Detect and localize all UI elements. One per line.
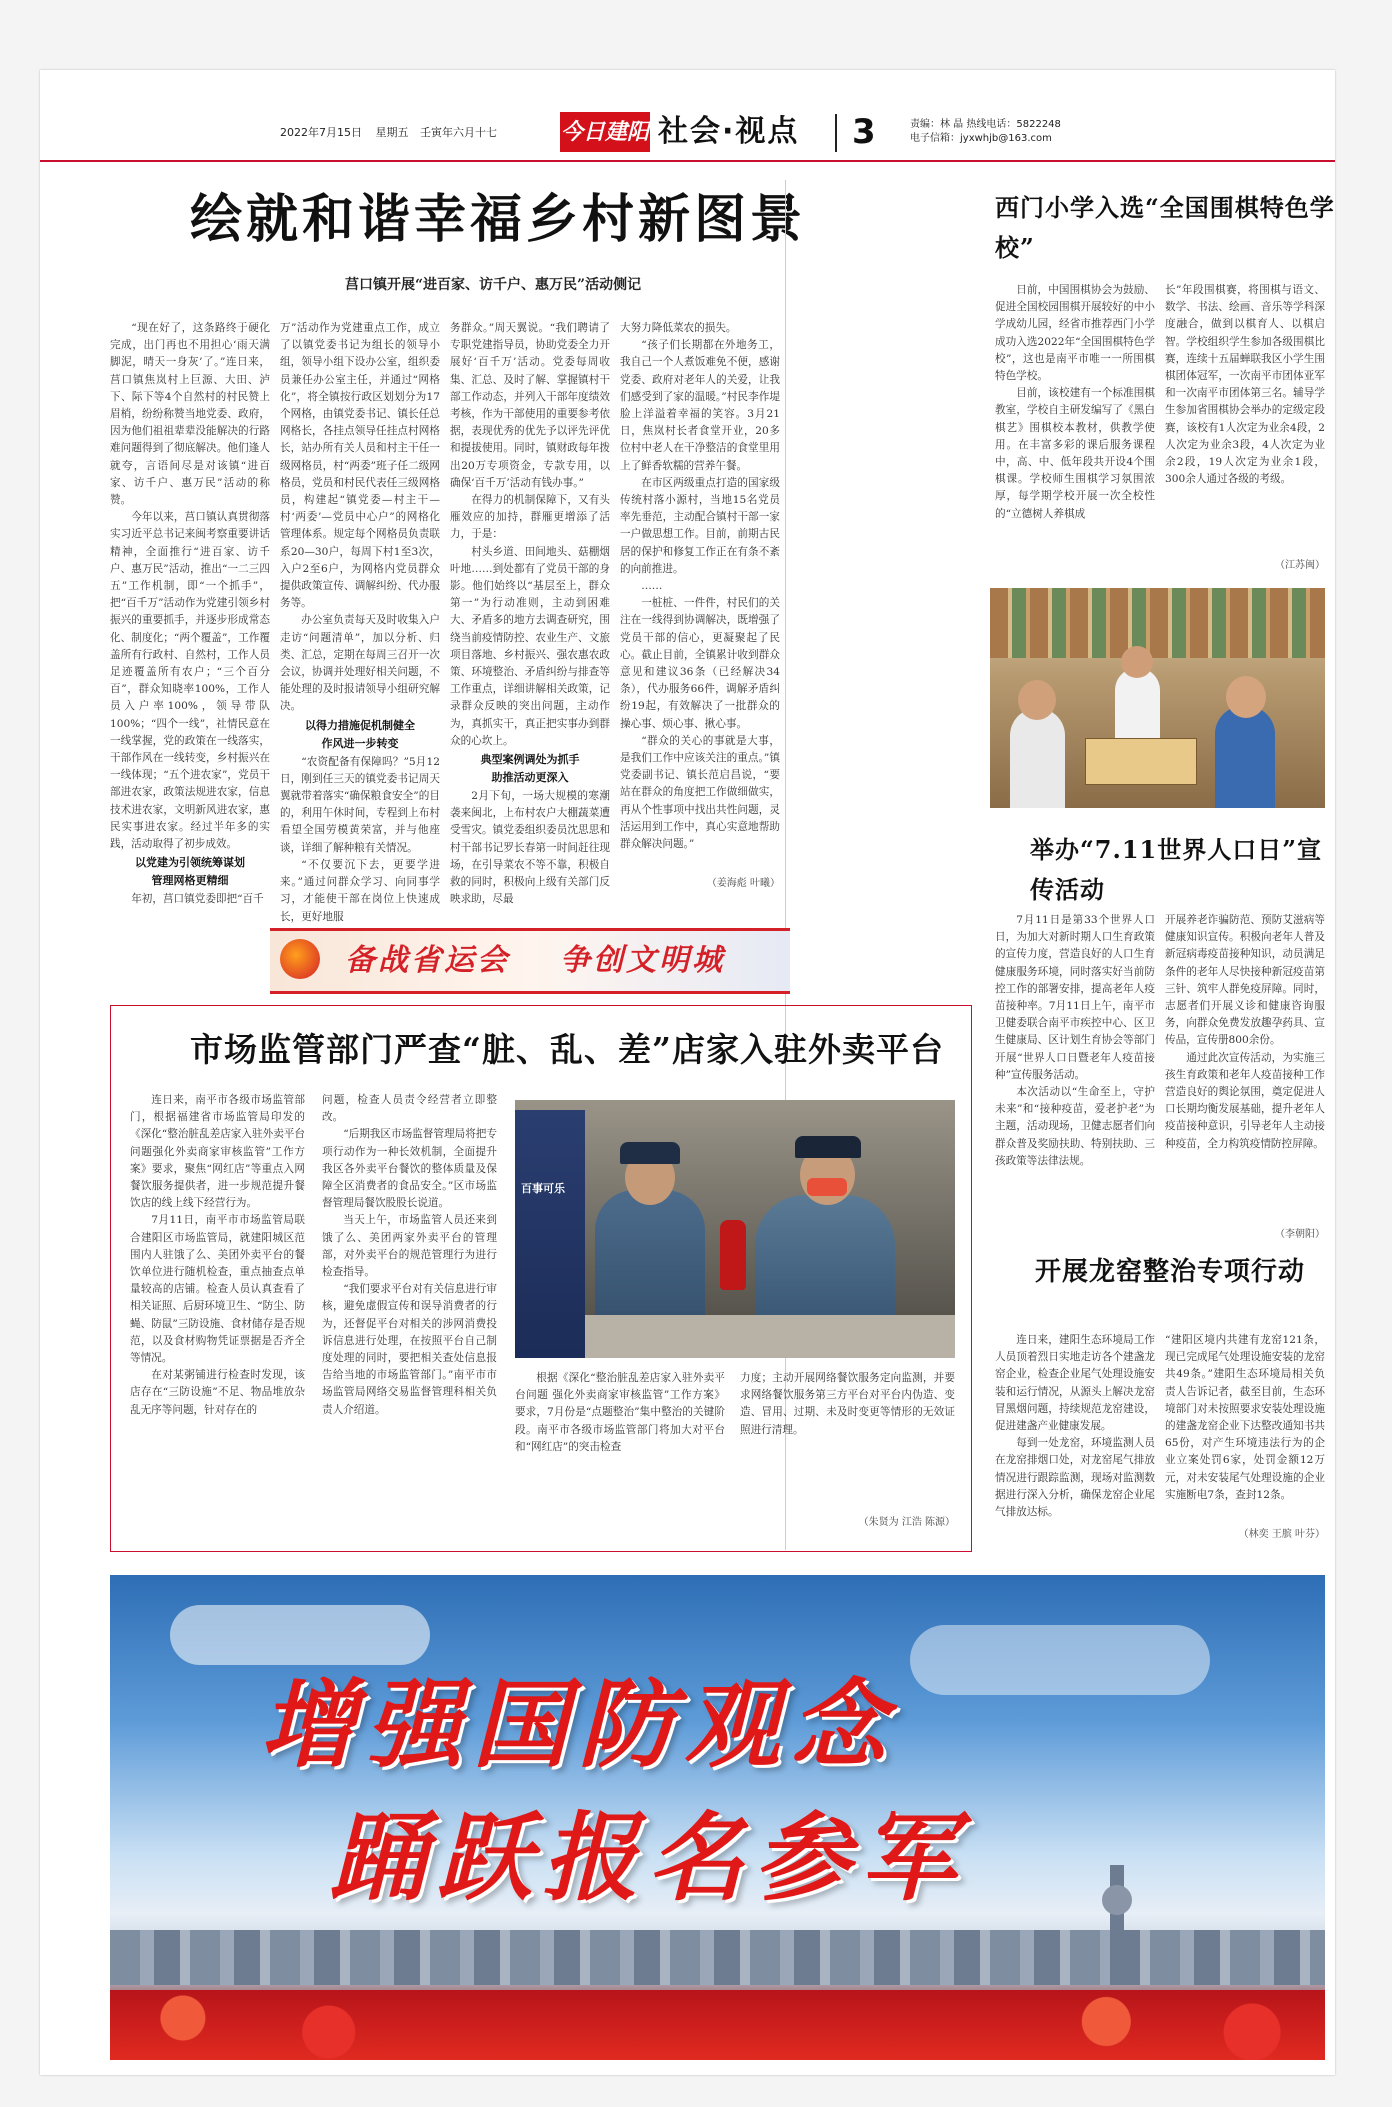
article2-paragraph: “后期我区市场监督管理局将把专项行动作为一种长效机制，全面提升我区各外卖平台餐饮的整体质量及保障全区消费者的食品安全。”区市场监督管理局餐饮股股长说道。 — [322, 1128, 497, 1210]
article3-col1 — [995, 282, 1155, 572]
article5-paragraph: 连日来，建阳生态环境局工作人员顶着烈日实地走访各个建盏龙窑企业，检查企业尾气处理设施安装和运行情况，从源头上解决龙窑冒黑烟问题，持续规范龙窑建设，促进建盏产业健康发展。 — [995, 1334, 1155, 1433]
article4-byline: （李朝阳） — [1275, 1229, 1325, 1240]
go-class-photo — [990, 588, 1325, 808]
article2-paragraph: 当天上午，市场监管人员还来到饿了么、美团两家外卖平台的管理部，对外卖平台的规范管理行为进行检查指导。 — [322, 1214, 497, 1279]
article1-paragraph: 务群众。”周天翼说。“我们聘请了专职党建指导员，协助党委全力开展好‘百千万’活动。党委每周收集、汇总、及时了解、掌握镇村干部工作动态，并列入干部年度绩效考核，作为干部使用的重要参考依据，表现优秀的优先予以评先评优和提拔使用。同时，镇财政每年拨出20万专项资金，专款专用，以确保‘百千万’活动有钱办事。” — [450, 322, 610, 489]
article1-col4 — [620, 320, 780, 890]
article2-paragraph: 力度；主动开展网络餐饮服务定向监测，并要求网络餐饮服务第三方平台对平台内伪造、变造、冒用、过期、未及时变更等情形的无效证照进行清理。 — [740, 1372, 955, 1436]
article1-paragraph: 年初，莒口镇党委即把“百千 — [131, 893, 264, 906]
banner-flowers — [110, 1990, 1325, 2060]
article1-paragraph: 办公室负责每天及时收集入户走访“问题清单”，加以分析、归类、汇总，定期在每周三召开一次会议，协调并处理好相关问题，不能处理的及时报请领导小组研究解决。 — [280, 614, 440, 713]
article4-col1 — [995, 912, 1155, 1242]
section-title: 社会·视点 — [658, 114, 800, 149]
newspaper-page — [40, 70, 1335, 2075]
header-editor: 责编：林 晶 — [910, 119, 964, 130]
article1-subhead: 助推活动更深入 — [491, 771, 569, 785]
photo-red-bottle — [720, 1220, 746, 1290]
article1-subhead: 以得力措施促机制健全 — [305, 718, 415, 732]
article5-paragraph: “建阳区境内共建有龙窑121条，现已完成尾气处理设施安装的龙窑共49条。”建阳生态环境局相关负责人告诉记者，截至目前，生态环境部门对未按照要求安装处理设施的建盏龙窑企业下达整改通知书共65份，对产生环境违法行为的企业立案处罚6家，处罚金额12万元，对未安装尾气处理设施的企业实施断电7条，查封12条。 — [1165, 1334, 1325, 1501]
article1-subhead: 管理网格更精细 — [151, 874, 229, 888]
article1-paragraph: …… — [641, 580, 663, 593]
header-weekday: 星期五 — [375, 126, 409, 139]
header-divider — [835, 114, 837, 152]
article2-paragraph: 根据《深化“整治脏乱差店家入驻外卖平台问题 强化外卖商家审核监管”工作方案》要求，7月份是“点题整治”集中整治的关键阶段。南平市各级市场监管部门将加大对平台和“网红店”的突击检查 — [515, 1372, 725, 1453]
article5-title: 开展龙窑整治专项行动 — [1035, 1257, 1306, 1287]
photo-child-head-2 — [1226, 676, 1266, 718]
article4-title: 举办“7.11世界人口日”宣传活动 — [1030, 835, 1323, 904]
banner-tower — [1110, 1865, 1124, 1985]
article1-paragraph: “现在好了，这条路终于硬化完成，出门再也不用担心‘雨天满脚泥，晴天一身灰’了。”连日来，莒口镇焦岚村上巨源、大田、泸下、际下等4个自然村的村民赞上眉梢，纷纷称赞当地党委、政府，因为他们祖祖辈辈没能解决的行路难问题得到了彻底解决。他们逢人就夸，言语间尽是对该镇“进百家、访千户、惠万民”活动的称赞。 — [110, 322, 270, 507]
article1-paragraph: 2月下旬，一场大规模的寒潮袭来闽北，上布村农户大棚蔬菜遭受雪灾。镇党委组织委员沈思思和村干部书记罗长春第一时间赶往现场，在引导菜农不等不靠，积极自救的同时，积极向上级有关部门反映求助，尽最 — [450, 790, 610, 906]
article2-byline: （朱贤为 江浩 陈源） — [858, 1517, 955, 1528]
photo-child-head-3 — [1121, 646, 1153, 678]
article1-paragraph: 今年以来，莒口镇认真贯彻落实习近平总书记来闽考察重要讲话精神，全面推行“进百家、访千户、惠万民”活动，推出“一二三四五”工作机制，即“一个抓手”，把“百千万”活动作为党建引领乡村振兴的重要抓手，并逐步形成常态化、制度化；“两个覆盖”，工作覆盖所有行政村、自然村，工作人员足迹覆盖所有农户；“三个百分百”，群众知晓率100%，工作人员入户率100%，领导带队100%；“四个一线”，社情民意在一线掌握，党的政策在一线落实，干部作风在一线转变，乡村振兴在一线体现；“五个进农家”，党员干部进农家，政策法规进农家，信息技术进农家，文明新风进农家，惠民实事进农家。经过半年多的实践，活动取得了初步成效。 — [110, 511, 270, 851]
header-contact — [910, 118, 1061, 146]
photo-child-head-1 — [1018, 680, 1056, 720]
photo-mask — [807, 1178, 847, 1196]
photo-counter — [585, 1315, 955, 1358]
article3-col2 — [1165, 282, 1325, 557]
article1-subtitle: 莒口镇开展“进百家、访千户、惠万民”活动侧记 — [345, 277, 642, 293]
article3-title: 西门小学入选“全国围棋特色学校” — [995, 193, 1335, 262]
newspaper-logo: 今日建阳 — [560, 112, 650, 152]
banner-slogan-right: 争创文明城 — [560, 943, 725, 978]
article1-paragraph: 在市区两级重点打造的国家级传统村落小源村，当地15名党员率先垂范，主动配合镇村干部一家一户做思想工作。目前，前期古民居的保护和修复工作正在有条不紊的向前推进。 — [620, 476, 780, 575]
article3-paragraph: 长”年段围棋赛，将围棋与语文、数学、书法、绘画、音乐等学科深度融合，做到以棋育人、以棋启智。学校组织学生参加各级围棋比赛，连续十五届蝉联我区小学生围棋团体冠军，一次南平市团体亚军和一次南平市团体第三名。辅导学生参加省围棋协会举办的定级定段赛，该校有1人次定为业余4段，2人次定为业余3段，4人次定为业余2段，19人次定为业余1段，300余人通过各级的考级。 — [1165, 284, 1325, 486]
banner-slogan-line1: 增强国防观念 — [260, 1669, 896, 1781]
photo-fridge — [515, 1110, 585, 1358]
article1-paragraph: 村头乡道、田间地头、菇棚烟叶地……到处都有了党员干部的身影。他们始终以“基层至上，群众第一”为行动准则，主动到困难大、矛盾多的地方去调查研究，围绕当前疫情防控、农业生产、文旅项目落地、乡村振兴、强农惠农政策、环境整治、矛盾纠纷与排查等工作重点，详细讲解相关政策，记录群众反映的突出问题，主动作为，真抓实干，真正把实事办到群众的心坎上。 — [450, 545, 610, 747]
banner-slogan-left: 备战省运会 — [345, 943, 510, 978]
article4-paragraph: 通过此次宣传活动，为实施三孩生育政策和老年人疫苗接种工作营造良好的舆论氛围，奠定促进人口长期均衡发展基础，提升老年人疫苗接种意识，引导老年人主动接种疫苗，全力构筑疫情防控屏障。 — [1165, 1051, 1325, 1150]
article2-col3 — [515, 1370, 725, 1520]
article1-paragraph: 万”活动作为党建重点工作，成立了以镇党委书记为组长的领导小组，领导小组下设办公室，组织委员兼任办公室主任，并通过“网格化”，将全镇按行政区划划分为17个网格，由镇党委书记、镇长任总网格长，各挂点领导任挂点村网格长，站办所有关人员和村主干任一级网格员，村“两委”班子任二级网格员，党员和村民代表任三级网格员，构建起“镇党委—村主干—村‘两委’—党员中心户”的网格化管理体系。规定每个网格员负责联系20—30户，每周下村1至3次，入户2至6户，为网格内党员群众提供政策宣传、调解纠纷、代办服务等。 — [280, 322, 440, 610]
header-lunar: 壬寅年六月十七 — [420, 126, 497, 139]
article1-title: 绘就和谐幸福乡村新图景 — [190, 190, 807, 250]
banner-cloud — [910, 1625, 1210, 1695]
article1-paragraph: “孩子们长期都在外地务工，我自己一个人煮饭难免不便，感谢党委、政府对老年人的关爱，让我们感受到了家的温暖。”村民李作堤脸上洋溢着幸福的笑容。3月21日，焦岚村长者食堂开业，20多位村中老人在干净整洁的食堂里用上了鲜香软糯的营养午餐。 — [620, 339, 780, 472]
article5-col2 — [1165, 1332, 1325, 1527]
article3-byline: （江苏闽） — [1275, 560, 1325, 571]
article2-col2 — [322, 1092, 497, 1532]
article2-paragraph: 问题，检查人员责令经营者立即整改。 — [322, 1094, 497, 1124]
banner-slogan-line2: 踊跃报名参军 — [330, 1802, 966, 1914]
header-hotline: 热线电话：5822248 — [966, 119, 1061, 130]
photo-child-2 — [1215, 706, 1275, 808]
article4-paragraph: 本次活动以“生命至上，守护未来”和“接种疫苗，爱老护老”为主题，活动现场，卫健志愿者们向群众普及奖励扶助、特别扶助、三孩政策等法律法规。 — [995, 1086, 1155, 1167]
banner-tower-ball — [1102, 1885, 1132, 1915]
header-date: 2022年7月15日 — [280, 126, 362, 139]
article2-col4 — [740, 1370, 955, 1520]
article2-title: 市场监管部门严查“脏、乱、差”店家入驻外卖平台 — [190, 1030, 944, 1069]
article1-col3 — [450, 320, 610, 906]
photo-cap-right — [795, 1136, 861, 1158]
article5-col1 — [995, 1332, 1155, 1547]
article2-paragraph: 7月11日，南平市市场监管局联合建阳区市场监管局，就建阳城区范围内人驻饿了么、美团外卖平台的餐饮单位进行随机检查，重点抽查点单量较高的店铺。检查人员认真查看了相关证照、后厨环境卫生、“防尘、防蝇、防鼠”三防设施、食材储存是否规范，以及食材购物凭证票据是否齐全等情况。 — [130, 1214, 305, 1365]
article1-col2 — [280, 320, 440, 923]
inspection-photo — [515, 1100, 955, 1358]
article2-paragraph: 连日来，南平市各级市场监管部门，根据福建省市场监管局印发的《深化“整治脏乱差店家入驻外卖平台问题强化外卖商家审核监管”工作方案》要求，聚焦“网红店”等重点入网餐饮服务提供者，进一步规范提升餐饮店的线上线下经营行为。 — [130, 1094, 305, 1210]
page-number: 3 — [852, 112, 879, 152]
article1-paragraph: 一桩桩、一件件，村民们的关注在一线得到协调解决，既增强了党员干部的信心，更凝聚起了民心。截止目前，全镇累计收到群众意见和建议36条（已经解决34条），代办服务66件，调解矛盾纠纷19起，有效解决了一批群众的操心事、烦心事、揪心事。 — [620, 597, 780, 730]
article2-paragraph: 在对某粥铺进行检查时发现，该店存在“三防设施”不足、物品堆放杂乱无序等问题，针对存在的 — [130, 1369, 305, 1416]
photo-go-board — [1085, 738, 1197, 785]
banner-skyline — [110, 1930, 1325, 1985]
article1-subhead: 典型案例调处为抓手 — [480, 753, 580, 767]
header-email: 电子信箱：jyxwhjb@163.com — [910, 133, 1052, 144]
article4-paragraph: 开展养老诈骗防范、预防艾滋病等健康知识宣传。积极向老年人普及新冠病毒疫苗接种知识，动员满足条件的老年人尽快接种新冠疫苗第三针、筑牢人群免疫屏障。同时，志愿者们开展义诊和健康咨询服务，向群众免费发放趣孕药具、宣传品，宣传册800余份。 — [1165, 914, 1325, 1047]
article1-byline: （姜海彪 叶曦） — [706, 878, 780, 889]
header-dateline — [280, 124, 580, 140]
article2-col1 — [130, 1092, 305, 1532]
article3-paragraph: 目前，该校建有一个标准围棋教室，学校自主研发编写了《黑白棋艺》围棋校本教材，供教学使用。在丰富多彩的课后服务课程中，高、中、低年段共开设4个围棋课。学校师生围棋学习氛围浓厚，每学期学校开展一次全校性的“立德树人养棋成 — [995, 387, 1155, 520]
article2-paragraph: “我们要求平台对有关信息进行审核，避免虚假宣传和误导消费者的行为，还督促平台对相关的涉网消费投诉信息进行处理，在按照平台自己制度处理的同时，要把相关查处信息报告给当地的市场监管部门。”南平市市场监管局网络交易监督管理科相关负责人介绍道。 — [322, 1283, 497, 1416]
article1-paragraph: “群众的关心的事就是大事，是我们工作中应该关注的重点。”镇党委副书记、镇长范启昌说，“要站在群众的角度把工作做细做实，再从个性事项中找出共性问题，灵活运用到工作中，真心实意地帮助群众解决问题。” — [620, 734, 780, 851]
photo-cap-left — [620, 1142, 680, 1164]
civilization-banner — [270, 928, 790, 994]
article4-col2 — [1165, 912, 1325, 1227]
article1-paragraph: “农资配备有保障吗？”5月12日，刚到任三天的镇党委书记周天翼就带着落实“确保粮食安全”的目的，利用午休时间，专程到上布村看望全国劳模黄荣富，并与他座谈，详细了解种粮有关情况。 — [280, 755, 440, 854]
photo-child-1 — [1010, 708, 1065, 808]
photo-bookshelf — [990, 588, 1325, 658]
article1-subhead: 以党建为引领统筹谋划 — [135, 856, 245, 870]
banner-cloud — [170, 1605, 430, 1665]
article4-paragraph: 7月11日是第33个世界人口日，为加大对新时期人口生育政策的宣传力度，营造良好的人口生育健康服务环境，同时落实好当前防控工作的部署安排，提高老年人疫苗接种率。7月11日上午，南平市卫健委联合南平市疾控中心、区卫生健康局、区计划生育协会等部门开展“世界人口日暨老年人疫苗接种”宣传服务活动。 — [995, 914, 1155, 1081]
header-rule — [40, 160, 1335, 162]
article1-paragraph: 在得力的机制保障下，又有头雁效应的加持，群雁更增添了活力，于是： — [450, 494, 610, 541]
article1-subhead: 作风进一步转变 — [321, 736, 399, 750]
article1-paragraph: “不仅要沉下去，更要学进来。”通过问群众学习、向同事学习，才能使干部在岗位上快速成长，更好地服 — [280, 858, 440, 923]
article5-paragraph: 每到一处龙窑，环境监测人员在龙窑排烟口处，对龙窑尾气排放情况进行跟踪监测，现场对监测数据进行深入分析，确保龙窑企业尾气排放达标。 — [995, 1437, 1155, 1519]
photo-child-3 — [1115, 668, 1160, 738]
photo-fridge-label: 百事可乐 — [521, 1182, 565, 1195]
article3-paragraph: 日前，中国围棋协会为鼓励、促进全国校园围棋开展较好的中小学成幼儿园，经省市推荐西门小学成功入选2022年“全国围棋特色学校”，这也是南平市唯一一所围棋特色学校。 — [995, 284, 1155, 383]
recruitment-banner — [110, 1575, 1325, 2060]
article5-byline: （林奕 王膑 叶芬） — [1238, 1529, 1325, 1540]
article1-paragraph: 大努力降低菜农的损失。 — [620, 322, 737, 334]
runner-emblem — [280, 939, 320, 979]
article1-col1 — [110, 320, 270, 906]
